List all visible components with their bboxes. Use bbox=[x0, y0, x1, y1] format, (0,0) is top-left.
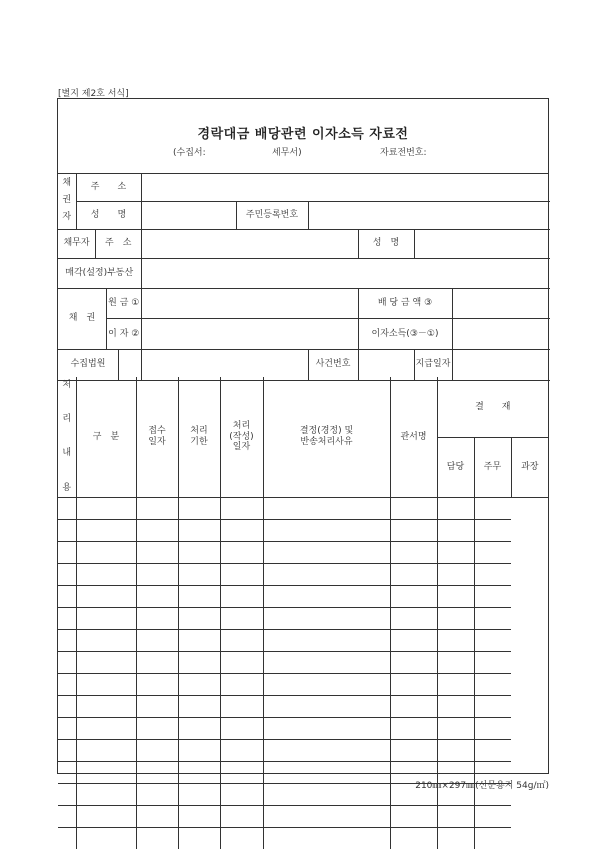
process-cell[interactable] bbox=[437, 629, 474, 651]
process-cell[interactable] bbox=[390, 805, 437, 827]
process-cell[interactable] bbox=[220, 739, 263, 761]
process-cell[interactable] bbox=[390, 827, 437, 849]
process-cell[interactable] bbox=[437, 563, 474, 585]
principal-label: 원 금 ① bbox=[107, 289, 141, 320]
form-title: 경락대금 배당관련 이자소득 자료전 bbox=[197, 127, 409, 142]
process-cell[interactable] bbox=[263, 673, 390, 695]
process-cell[interactable] bbox=[390, 717, 437, 739]
process-cell[interactable] bbox=[390, 497, 437, 519]
table-row bbox=[58, 519, 548, 541]
table-row bbox=[58, 585, 548, 607]
process-cell[interactable] bbox=[76, 585, 136, 607]
process-cell[interactable] bbox=[437, 673, 474, 695]
process-cell[interactable] bbox=[220, 673, 263, 695]
property-field[interactable] bbox=[141, 258, 550, 288]
table-row bbox=[58, 695, 548, 717]
process-cell[interactable] bbox=[474, 805, 511, 827]
process-cell[interactable] bbox=[390, 541, 437, 563]
debtor-group-label: 채무자 bbox=[58, 230, 96, 258]
process-cell[interactable] bbox=[474, 585, 511, 607]
paper-spec: 210㎜×297㎜(신문용지 54g/㎡) bbox=[415, 781, 549, 791]
creditor-address-label: 주 소 bbox=[76, 173, 141, 201]
table-row bbox=[58, 651, 548, 673]
process-cell[interactable] bbox=[220, 585, 263, 607]
header-received: 접수 일자 bbox=[136, 377, 178, 497]
process-cell[interactable] bbox=[220, 717, 263, 739]
process-cell[interactable] bbox=[474, 519, 511, 541]
process-cell[interactable] bbox=[390, 673, 437, 695]
process-cell[interactable] bbox=[220, 563, 263, 585]
process-cell[interactable] bbox=[58, 783, 76, 805]
process-cell[interactable] bbox=[136, 651, 178, 673]
header-manager: 과장 bbox=[511, 437, 548, 497]
process-cell[interactable] bbox=[390, 585, 437, 607]
claim-group-text: 채 권 bbox=[58, 289, 107, 349]
process-cell[interactable] bbox=[390, 695, 437, 717]
process-cell[interactable] bbox=[76, 497, 136, 519]
process-cell[interactable] bbox=[474, 497, 511, 519]
creditor-group-label: 채 권 자 bbox=[58, 173, 76, 229]
process-cell[interactable] bbox=[178, 541, 220, 563]
process-cell[interactable] bbox=[178, 607, 220, 629]
process-cell[interactable] bbox=[390, 739, 437, 761]
header-office: 관서명 bbox=[390, 377, 437, 497]
process-cell[interactable] bbox=[136, 805, 178, 827]
process-cell[interactable] bbox=[263, 563, 390, 585]
process-cell[interactable] bbox=[178, 783, 220, 805]
process-cell[interactable] bbox=[58, 761, 76, 783]
process-cell[interactable] bbox=[263, 717, 390, 739]
process-cell[interactable] bbox=[474, 695, 511, 717]
process-cell[interactable] bbox=[474, 629, 511, 651]
process-cell[interactable] bbox=[76, 695, 136, 717]
table-row bbox=[58, 629, 548, 651]
creditor-address-field[interactable] bbox=[141, 173, 550, 201]
process-cell[interactable] bbox=[178, 739, 220, 761]
process-cell[interactable] bbox=[220, 519, 263, 541]
process-cell[interactable] bbox=[76, 739, 136, 761]
process-cell[interactable] bbox=[178, 519, 220, 541]
process-cell[interactable] bbox=[390, 519, 437, 541]
process-cell[interactable] bbox=[220, 651, 263, 673]
process-cell[interactable] bbox=[136, 629, 178, 651]
process-cell[interactable] bbox=[76, 717, 136, 739]
process-cell[interactable] bbox=[58, 827, 76, 849]
table-row bbox=[58, 541, 548, 563]
process-cell[interactable] bbox=[474, 651, 511, 673]
process-cell[interactable] bbox=[474, 673, 511, 695]
process-cell[interactable] bbox=[136, 717, 178, 739]
table-row bbox=[58, 607, 548, 629]
process-cell[interactable] bbox=[437, 695, 474, 717]
resident-number-label: 주민등록번호 bbox=[236, 201, 308, 229]
process-cell[interactable] bbox=[220, 827, 263, 849]
interest-field[interactable] bbox=[141, 319, 358, 350]
process-cell[interactable] bbox=[263, 607, 390, 629]
court-label-text: 수집법원 bbox=[58, 350, 119, 380]
form-header bbox=[58, 99, 548, 174]
process-cell[interactable] bbox=[58, 717, 76, 739]
process-cell[interactable] bbox=[263, 629, 390, 651]
process-cell[interactable] bbox=[58, 629, 76, 651]
court-label bbox=[58, 349, 141, 380]
table-row bbox=[58, 673, 548, 695]
table-row bbox=[58, 805, 548, 827]
case-number-field[interactable] bbox=[358, 349, 414, 380]
process-cell[interactable] bbox=[263, 761, 390, 783]
process-cell[interactable] bbox=[474, 563, 511, 585]
process-cell[interactable] bbox=[58, 673, 76, 695]
creditor-name-field[interactable] bbox=[141, 201, 236, 229]
process-cell[interactable] bbox=[178, 629, 220, 651]
process-cell[interactable] bbox=[390, 563, 437, 585]
process-cell[interactable] bbox=[76, 651, 136, 673]
process-cell[interactable] bbox=[136, 541, 178, 563]
process-cell[interactable] bbox=[178, 695, 220, 717]
process-side-label: 처 리 내 용 bbox=[58, 377, 76, 497]
process-cell[interactable] bbox=[263, 519, 390, 541]
process-cell[interactable] bbox=[437, 827, 474, 849]
process-cell[interactable] bbox=[178, 673, 220, 695]
debtor-address-field[interactable] bbox=[141, 229, 358, 258]
doc-number-label: 자료전번호: bbox=[380, 148, 427, 158]
interest-income-label: 이자소득(③－①) bbox=[358, 319, 452, 350]
pay-date-label: 지급일자 bbox=[414, 349, 452, 380]
process-cell[interactable] bbox=[263, 651, 390, 673]
process-cell[interactable] bbox=[76, 607, 136, 629]
process-cell[interactable] bbox=[437, 607, 474, 629]
process-cell[interactable] bbox=[58, 585, 76, 607]
creditor-name-label: 성 명 bbox=[76, 201, 141, 229]
process-cell[interactable] bbox=[76, 519, 136, 541]
resident-number-field[interactable] bbox=[308, 201, 550, 229]
process-cell[interactable] bbox=[58, 805, 76, 827]
process-cell[interactable] bbox=[136, 827, 178, 849]
principal-field[interactable] bbox=[141, 288, 358, 319]
process-cell[interactable] bbox=[178, 827, 220, 849]
process-cell[interactable] bbox=[220, 805, 263, 827]
process-cell[interactable] bbox=[437, 805, 474, 827]
process-cell[interactable] bbox=[76, 563, 136, 585]
process-cell[interactable] bbox=[136, 739, 178, 761]
case-number-label: 사건번호 bbox=[308, 349, 358, 380]
process-cell[interactable] bbox=[220, 695, 263, 717]
process-cell[interactable] bbox=[390, 607, 437, 629]
process-cell[interactable] bbox=[58, 695, 76, 717]
process-cell[interactable] bbox=[178, 761, 220, 783]
process-cell[interactable] bbox=[220, 761, 263, 783]
tax-form bbox=[57, 98, 549, 774]
process-cell[interactable] bbox=[437, 651, 474, 673]
process-cell[interactable] bbox=[474, 717, 511, 739]
info-table bbox=[58, 173, 550, 381]
header-written-date: 처리 (작성) 일자 bbox=[220, 377, 263, 497]
process-cell[interactable] bbox=[263, 783, 390, 805]
form-caption: [별지 제2호 서식] bbox=[58, 89, 129, 99]
table-row bbox=[58, 827, 548, 849]
process-cell[interactable] bbox=[178, 585, 220, 607]
process-cell[interactable] bbox=[136, 563, 178, 585]
process-cell[interactable] bbox=[437, 585, 474, 607]
process-cell[interactable] bbox=[178, 651, 220, 673]
process-cell[interactable] bbox=[178, 563, 220, 585]
process-cell[interactable] bbox=[474, 607, 511, 629]
process-cell[interactable] bbox=[263, 805, 390, 827]
process-cell[interactable] bbox=[136, 783, 178, 805]
process-cell[interactable] bbox=[437, 739, 474, 761]
process-cell[interactable] bbox=[263, 739, 390, 761]
process-cell[interactable] bbox=[76, 629, 136, 651]
process-cell[interactable] bbox=[220, 607, 263, 629]
process-cell[interactable] bbox=[390, 629, 437, 651]
court-field[interactable] bbox=[141, 349, 308, 380]
process-cell[interactable] bbox=[220, 497, 263, 519]
process-cell[interactable] bbox=[58, 497, 76, 519]
header-approval: 결 재 bbox=[437, 377, 548, 437]
process-cell[interactable] bbox=[136, 695, 178, 717]
process-cell[interactable] bbox=[58, 541, 76, 563]
dividend-label: 배 당 금 액 ③ bbox=[358, 288, 452, 319]
process-cell[interactable] bbox=[437, 519, 474, 541]
process-cell[interactable] bbox=[136, 673, 178, 695]
process-cell[interactable] bbox=[178, 717, 220, 739]
interest-label: 이 자 ② bbox=[108, 328, 140, 339]
header-category: 구 분 bbox=[76, 377, 136, 497]
process-cell[interactable] bbox=[136, 497, 178, 519]
process-cell[interactable] bbox=[58, 519, 76, 541]
process-cell[interactable] bbox=[263, 827, 390, 849]
table-row bbox=[58, 497, 548, 519]
process-cell[interactable] bbox=[58, 563, 76, 585]
table-row bbox=[58, 563, 548, 585]
process-cell[interactable] bbox=[76, 761, 136, 783]
debtor-name-field[interactable] bbox=[414, 229, 550, 258]
office-label: (수집서: bbox=[173, 148, 206, 158]
process-cell[interactable] bbox=[263, 585, 390, 607]
process-cell[interactable] bbox=[437, 541, 474, 563]
process-cell[interactable] bbox=[76, 783, 136, 805]
interest-income-field[interactable] bbox=[452, 319, 550, 350]
tax-office-label: 세무서) bbox=[272, 148, 302, 158]
process-cell[interactable] bbox=[136, 607, 178, 629]
dividend-field[interactable] bbox=[452, 288, 550, 319]
process-cell[interactable] bbox=[437, 497, 474, 519]
pay-date-field[interactable] bbox=[452, 349, 550, 380]
process-cell[interactable] bbox=[220, 783, 263, 805]
process-cell[interactable] bbox=[178, 497, 220, 519]
debtor-label bbox=[58, 229, 141, 258]
header-chief: 주무 bbox=[474, 437, 511, 497]
process-cell[interactable] bbox=[263, 497, 390, 519]
debtor-address-label: 주 소 bbox=[105, 238, 132, 249]
process-cell[interactable] bbox=[220, 541, 263, 563]
process-cell[interactable] bbox=[76, 541, 136, 563]
debtor-name-label: 성 명 bbox=[358, 229, 414, 258]
process-cell[interactable] bbox=[390, 651, 437, 673]
court-field-part[interactable] bbox=[119, 350, 141, 380]
process-cell[interactable] bbox=[474, 541, 511, 563]
process-cell[interactable] bbox=[136, 585, 178, 607]
process-cell[interactable] bbox=[136, 761, 178, 783]
process-cell[interactable] bbox=[58, 651, 76, 673]
property-label: 매각(설정)부동산 bbox=[58, 258, 141, 288]
process-cell[interactable] bbox=[220, 629, 263, 651]
process-cell[interactable] bbox=[58, 739, 76, 761]
process-cell[interactable] bbox=[263, 541, 390, 563]
claim-group-label bbox=[58, 288, 141, 349]
process-cell[interactable] bbox=[76, 673, 136, 695]
process-cell[interactable] bbox=[437, 717, 474, 739]
header-decision: 결정(경정) 및 반송처리사유 bbox=[263, 377, 390, 497]
table-row bbox=[58, 717, 548, 739]
process-cell[interactable] bbox=[76, 805, 136, 827]
table-row bbox=[58, 739, 548, 761]
process-cell[interactable] bbox=[178, 805, 220, 827]
process-cell[interactable] bbox=[58, 607, 76, 629]
process-cell[interactable] bbox=[76, 827, 136, 849]
process-cell[interactable] bbox=[263, 695, 390, 717]
process-cell[interactable] bbox=[474, 739, 511, 761]
process-cell[interactable] bbox=[136, 519, 178, 541]
process-cell[interactable] bbox=[474, 827, 511, 849]
header-deadline: 처리 기한 bbox=[178, 377, 220, 497]
header-staff: 담당 bbox=[437, 437, 474, 497]
